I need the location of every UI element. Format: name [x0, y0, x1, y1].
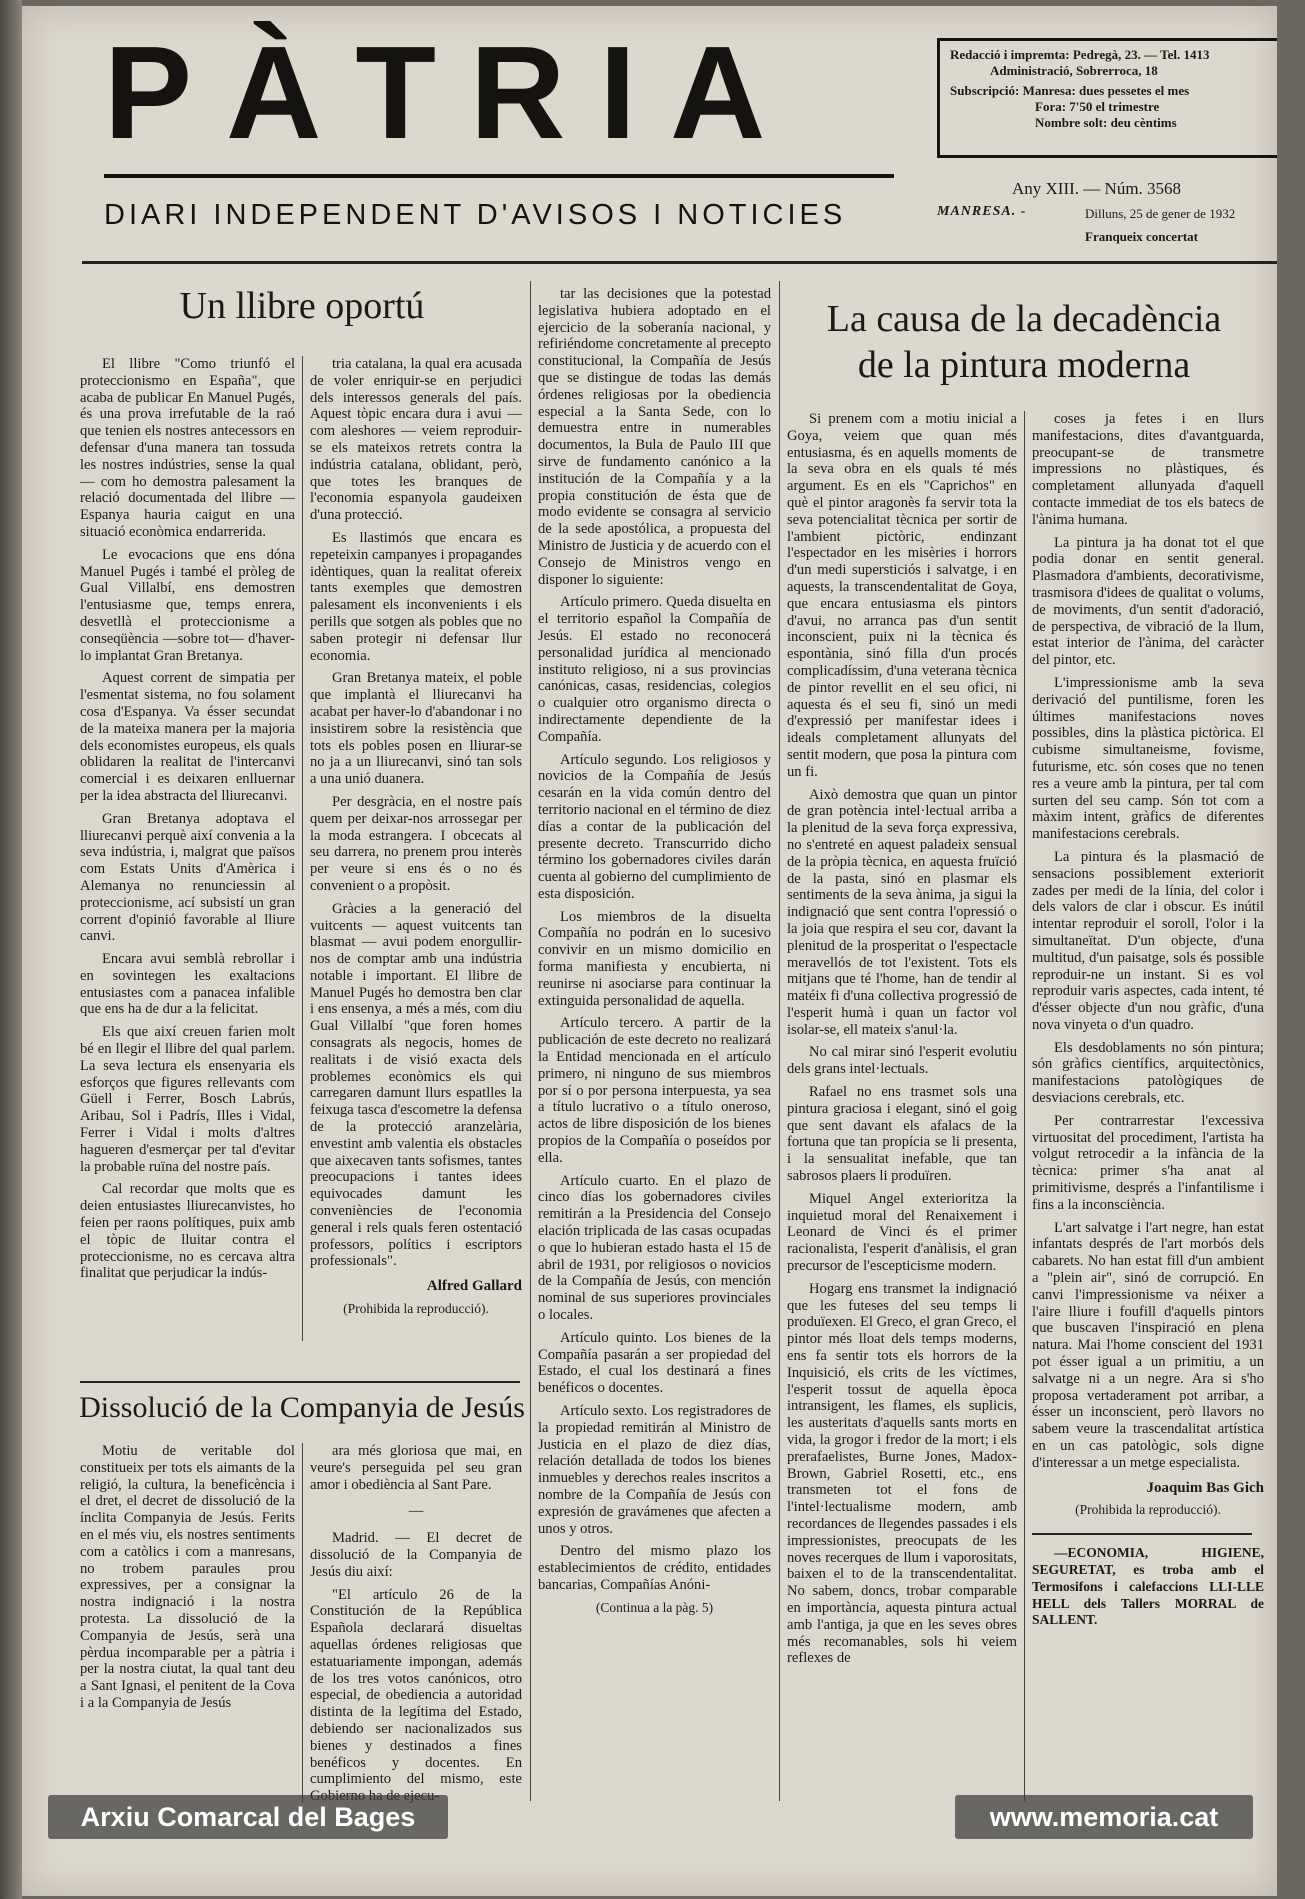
section-rule: [80, 1381, 520, 1383]
article-pintura-col-a: [787, 411, 1017, 1673]
paragraph: Per contrarrestar l'excessiva virtuositat del procediment, l'artista ha volgut retrocedir a la infància de la tècnica: primer s'ha anat al primitivisme, després a l'infantilisme i fins a la inconsciència.: [1032, 1112, 1264, 1213]
title-line: de la pintura moderna: [857, 344, 1191, 386]
paragraph: tria catalana, la qual era acusada de voler enriquir-se en perjudici dels interessos generals del país. Aquest tòpic encara dura i avui — com aleshores — veiem reproduir-se els mateixos retrets contra la indústria catalana, oblidant, però, que totes les branques de l'economia espanyola gaudeixen d'una protecció.: [310, 356, 522, 524]
postage-note: Franqueix concertat: [1085, 229, 1199, 244]
paragraph: Gran Bretanya adoptava el lliurecanvi perquè així convenia a la seva indústria, i, malgrat que països com Estats Units d'Amèrica i Alemanya no renunciessin al proteccionisme, ací subsistí un gran corrent d'opinió favorable al lliure canvi.: [80, 810, 295, 945]
watermark-archive: Arxiu Comarcal del Bages: [48, 1795, 448, 1839]
paragraph: Dentro del mismo plazo los establecimientos de crédito, entidades bancarias, Compañías Anóni-: [538, 1543, 771, 1593]
paragraph: L'impressionisme amb la seva derivació del puntilisme, foren les últimes manifestacions noves possibles, dins la plàstica pictòrica. El cubisme simultaneisme, fovisme, futurisme, etc. són coses que no tenen res a veure amb la pintura, per tal com surten del seu camp. Són tot com a màxim intent, gràfics de diferentes manifestacions cerebrals.: [1032, 674, 1264, 843]
article-dissolucio-col-b: [310, 1443, 522, 1811]
paragraph: Miquel Angel exterioritza la inquietud moral del Renaixement i Leonard de Vinci és el primer racionalista, l'esperit d'anàlisis, el gran precursor de l'escepticisme modern.: [787, 1190, 1017, 1275]
paragraph: Si prenem com a motiu inicial a Goya, veiem que quan més entusiasma, és en aquells moments de la seva obra en els quals té més argument. Es en els "Caprichos" en què el pintor aragonès fa servir tota la seva potencialitat tècnica per sortir de l'ambient pictòric, endinzant l'espectador en les misèries i horrors d'un medi supersticiós i salvatge, i en aquests, la transcendentalitat de Goya, que encara entusiasma els pintors d'avui, no arranca pas d'un sentit inconscient, puix ni la tècnica és espontània, sinó filla d'un procés complicadíssim, d'una veterana tècnica de pintor revellit en el seu ofici, ni aquesta és el seu fi, sinó un medi d'expressió per manifestar idees i ideals completament allunyats del sentit modern, que posa la pintura com un fi.: [787, 411, 1017, 780]
column-rule: [302, 356, 303, 1341]
column-rule: [302, 1443, 303, 1803]
paragraph: L'art salvatge i l'art negre, han estat infantats després de l'art morbós dels cabarets. No han estat fill d'un ambient a "plein air", sinó de corrupció. En canvi l'impressionisme va néixer a l'aire lliure i foufill d'aquells pintors que buscaven l'inspiració en plena natura. Mai l'home conscient del 1931 pot ésser igual a un primitiu, a un salvatge ni a un negre. Ara si s'ho proposa vertaderament pot arribar, a ésser un inconscient, però llavors no sabem veure la trascendalitat artística en un cas patològic, sols digne d'interessar a un metge especialista.: [1032, 1219, 1264, 1471]
article-title-dissolucio: Dissolució de la Companyia de Jesús: [79, 1391, 525, 1424]
paragraph: Els que així creuen farien molt bé en llegir el llibre del qual parlem. La seva lectura els ensenyaria els esforços que figures rellevants com Güell i Ferrer, Bosch Labrús, Aribau, Sol i Padrís, Illes i Vidal, Ferrer i Vidal i molts d'altres hagueren d'esmerçar per tal d'evitar la probable ruïna del nostre país.: [80, 1024, 295, 1175]
paragraph: Es llastimós que encara es repeteixin campanyes i propagandes idèntiques, quan la realitat ofereix tants exemples que demostren palesament els inconvenients i els perills que sotgen als pobles que no saben protegir ni defensar llur economia.: [310, 529, 522, 664]
column-rule: [1024, 411, 1025, 1801]
paragraph: Encara avui semblà rebrollar i en sovintegen les exaltacions entusiastes com a panacea infalible que ens ha de dur a la felicitat.: [80, 951, 295, 1018]
info-box: [937, 38, 1277, 158]
info-line: Fora: 7'50 el trimestre: [1035, 99, 1160, 114]
header-rule: [82, 261, 1277, 264]
newspaper-subtitle: DIARI INDEPENDENT D'AVISOS I NOTICIES: [104, 199, 847, 231]
article-dissolucio-col-a: [80, 1443, 295, 1718]
paragraph: El llibre "Como triunfó el proteccionismo en España", que acaba de publicar En Manuel Pugés, és una prova irrefutable de la raó que tenien els nostres antecessors en defensar d'una manera tan tossuda les nostres indústries, sense la qual — com ho demostra palesament la relació documentada del llibre — Espanya hauria caigut en una situació econòmica endarrerida.: [80, 356, 295, 540]
reproduction-note: (Prohibida la reproducció).: [1075, 1502, 1221, 1518]
signature-llibre: Alfred Gallard: [426, 1278, 522, 1295]
newspaper-title: PÀTRIA: [104, 19, 800, 166]
paragraph: Això demostra que quan un pintor de gran potència intel·lectual arriba a la plenitud de la seva força expressiva, no s'entreté en aquest paladeix sensual de la pròpia tècnica, en aquesta fruïció de la pasta, sinó en plasmar els sentiments de la seva ànima, ja sigui la indignació que sent contra l'opressió o la joia que respira el seu cor, davant la plenitud de la prosperitat o l'espectacle meravellós de tot l'existent. Tots els mitjans que té l'home, han de tendir al matéix fi d'una collectiva progressió de l'esperit humà i quan un factor vol isolar-se, ell mateix s'anul·la.: [787, 786, 1017, 1038]
issue-date: Dilluns, 25 de gener de 1932: [1085, 206, 1236, 221]
paragraph: Rafael no ens trasmet sols una pintura graciosa i elegant, sinó el goig que sent davant els afalacs de la fortuna que tan propícia se li presenta, i la sensualitat inefable, que tan sabrosos plaers li produïren.: [787, 1084, 1017, 1185]
info-line: Redacció i impremta: Pedregà, 23. — Tel. 1413: [950, 47, 1210, 62]
paragraph: Cal recordar que molts que es deien entusiastes lliurecanvistes, ho feien per raons polítiques, puix amb el tòpic de lluitar contra el proteccionisme, no es cercava altra finalitat que perjudicar la indús-: [80, 1181, 295, 1282]
title-rule: [104, 174, 894, 178]
paragraph: Els desdoblaments no són pintura; són gràfics científics, arquitectònics, manifestacions patològiques de desviacions cerebrals, etc.: [1032, 1039, 1264, 1107]
book-spine: [0, 0, 22, 1899]
newspaper-page: [22, 6, 1277, 1896]
paragraph: Artículo primero. Queda disuelta en el territorio español la Compañía de Jesús. El estado no reconocerá personalidad jurídica al mencionado instituto religioso, ni a sus provincias canónicas, casas, residencias, colegios o cualquier otro organismo directa o indirectamente dependiente de la Compañía.: [538, 594, 771, 745]
separator: —: [408, 1503, 424, 1520]
paragraph: Gran Bretanya mateix, el poble que implantà el lliurecanvi ha acabat per haver-lo d'abandonar i no insistirem sobre la resistència que tots els pobles posen en lliurar-se no ja a un lliurecanvi, sinó tan sols a una unió duanera.: [310, 670, 522, 788]
article-llibre-col-a: [80, 356, 295, 1288]
paragraph: "El artículo 26 de la Constitución de la República Española declarará disueltas aquellas órdenes religiosas que estatuariamente impongan, además de los tres votos canónicos, otro especial, de obediencia a autoridad distinta de la legítima del Estado, debiendo ser nacionalizados sus bienes y destinados a fines benéficos y docentes. En cumplimiento del mismo, este: [310, 1586, 522, 1788]
paragraph: No cal mirar sinó l'esperit evolutiu dels grans intel·lectuals.: [787, 1044, 1017, 1078]
paragraph: tar las decisiones que la potestad legislativa hubiera adoptado en el ejercicio de la soberanía nacional, y refiriéndome concretamente al precepto constitucional, la Compañía de Jesús que se distingue de todas las demás órdenes religiosas por la obediencia especial a la Santa Sede, con lo demuestra entre in numerables documentos, la Bula de Paulo III que sirve de fundamento canónico a la institución de la Compañía y a la propia constitución de ésta que de modo evidente se consagra al servicio de la sede apostólica, a propuesta del Ministro de Justicia y de acuerdo con el Consejo de Ministros vengo en disponer lo siguiente:: [538, 286, 771, 588]
article-llibre-col-b: [310, 356, 522, 1318]
article-pintura-col-b: [1032, 411, 1264, 1635]
paragraph: Artículo cuarto. En el plazo de cinco días los gobernadores civiles remitirán a la Presidencia del Consejo elación triplicada de las casas ocupadas o que lo hubieran estado hasta el 15 de abril de 1931, por religiosos o novicios de la Compañía de Jesús, con mención nominal de sus superiores provinciales o locales.: [538, 1172, 771, 1324]
city: MANRESA. -: [937, 204, 1027, 219]
info-line: Nombre solt: deu cèntims: [1035, 115, 1177, 130]
article-dissolucio-col-c: [538, 286, 771, 1617]
article-title-llibre: Un llibre oportú: [179, 285, 425, 327]
paragraph: coses ja fetes i en llurs manifestacions, dites d'avantguarda, preocupant-se de transmetre impressions no plàstiques, és completament allunyada d'aquell contacte immediat de tos els batecs de l'ànima humana.: [1032, 411, 1264, 528]
title-line: La causa de la decadència: [826, 298, 1222, 340]
masthead: [82, 19, 1277, 259]
paragraph: Per desgràcia, en el nostre país quem per deixar-nos arrossegar per la moda estrangera. I obcecats al seu darrera, no prenem prou interès per veure si ens és o no és convenient o a propòsit.: [310, 793, 522, 894]
paragraph: Artículo quinto. Los bienes de la Compañía pasarán a ser propiedad del Estado, el cual los destinará a fines benéficos o docentes.: [538, 1329, 771, 1397]
paragraph: Aquest corrent de simpatia per l'esmentat sistema, no fou solament cosa d'Espanya. Va ésser secundat de la mateixa manera per la majoria dels economistes europeus, els quals oblidaren la realitat de l'intercanvi comercial i es deixaren enlluernar per la idea abstracta del lliurecanvi.: [80, 670, 295, 804]
paragraph: ara més gloriosa que mai, en veure's perseguida pel seu gran amor i obediència al Sant Pare.: [310, 1443, 522, 1493]
paragraph: Motiu de veritable dol constitueix per tots els aimants de la religió, la cultura, la beneficència i el dret, el decret de dissolució de la ínclita Companyia de Jesús. Ferits en el més viu, els nostres sentiments com a catòlics i com a manresans, no trobem paraules prou expressives, per a consignar la nostra indignació i la nostra protesta. La dissolució de la Companyia de Jesús, serà una pèrdua incomparable per a pàtria i per la nostra ciutat, la qual tant deu a Sant Ignasi, el penitent de la Cova i a la Companyia de Jesús: [80, 1443, 295, 1711]
paragraph: Artículo segundo. Los religiosos y novicios de la Compañía de Jesús cesarán en la vida común dentro del territorio nacional en el término de diez días a contar de la publicación del presente decreto. Transcurrido dicho término los gobernadores civiles darán cuenta al gobierno del cumplimiento de esta disposición.: [538, 751, 771, 902]
column-rule: [779, 281, 780, 1801]
ad-rule: [1032, 1533, 1252, 1535]
paragraph: Hogarg ens transmet la indignació que les futeses del seu temps li produïexen. El Greco, el gran Greco, el pintor més lloat dels temps moderns, ens fa sentir tots els horrors de la Inquisició, els crits de les víctimes, l'esperit tossut de aquella època intransigent, les flames, els suplicis, les austeritats d'aquells sants morts en vida, la grogor i fredor de la mort; i els prerafaelistes, Burne Jones, Madox-Brown, Gabriel Rosetti, etc., ens transmeten tot el fons de l'intel·lectualisme modern, amb recordances de llegendes passades i els impressionistes, preocupats de les noves recerques de llum i vaporositats, baixen el to de la transcendentalitat. No sabem, doncs, trobar comparable en importància, aquesta pintura actual amb l'antiga, ja que en les seves obres més recomanables, sols hi veiem reflexes de: [787, 1280, 1017, 1667]
paragraph: La pintura és la plasmació de sensacions possiblement exteriorit zades per medi de la línia, del color i dels valors de clar i obscur. Es inútil intentar reproduir el soroll, l'olor i la simultaneïtat. D'un objecte, d'una multitud, d'un paisatge, sols és possible reproduir-ne un instant. Si es vol reproduir varis aspectes, cada intent, té d'ésser objecte d'un nou gràfic, d'una nova vinyeta o d'un quadro.: [1032, 848, 1264, 1033]
continue-note: (Continua a la pàg. 5): [595, 1599, 714, 1615]
paragraph: Le evocacions que ens dóna Manuel Pugés i també el pròleg de Gual Villalbí, ens demostren l'entusiasme que, temps enrera, desvetllà el proteccionisme a conseqüència —sobre tot— d'haver-lo implantat Gran Bretanya.: [80, 546, 295, 664]
article-title-pintura: [784, 296, 1264, 388]
info-line: Administració, Sobrerroca, 18: [990, 63, 1158, 78]
paragraph: Madrid. — El decret de dissolució de la Companyia de Jesús diu així:: [310, 1530, 522, 1580]
paragraph: Artículo sexto. Los registradores de la propiedad remitirán al Ministro de Justicia en el plazo de diez días, relación detallada de todos los bienes inmuebles y derechos reales inscritos a nombre de la Compañía de Jesús con expresión de gravámenes que afecten a unos y otros.: [538, 1403, 771, 1537]
paragraph: Los miembros de la disuelta Compañía no podrán en lo sucesivo convivir en un mismo domicilio en forma manifiesta y encubierta, ni reunirse ni asociarse para continuar la extinguida personalidad de aquella.: [538, 908, 771, 1009]
watermark-url: www.memoria.cat: [955, 1795, 1253, 1839]
column-rule: [530, 281, 531, 1801]
advertisement: —ECONOMIA, HIGIENE, SEGURETAT, es troba amb el Termosifons i calefaccions LLI-LLE HELL dels Tallers MORRAL de SALLENT.: [1032, 1545, 1264, 1628]
paragraph: La pintura ja ha donat tot el que podia donar en sentit general. Plasmadora d'ambients, decorativisme, trasmisora d'idees de qualitat o volums, de moviments, d'un sentit d'adoració, de perspectiva, de vibració de la llum, estat interior de l'ànima, del caràcter del pintor, etc.: [1032, 534, 1264, 669]
paragraph: Artículo tercero. A partir de la publicación de este decreto no realizará la Entidad mencionada en el artículo primero, ni ninguno de sus miembros por sí o por persona interpuesta, ya sea a título lucrativo o a título oneroso, actos de libre disposición de los bienes propios de la Compañía o poseídos por ella.: [538, 1015, 771, 1166]
issue-number: Any XIII. — Núm. 3568: [1012, 179, 1182, 198]
reproduction-note: (Prohibida la reproducció).: [343, 1301, 489, 1317]
signature-pintura: Joaquim Bas Gich: [1146, 1479, 1264, 1496]
paragraph: Gràcies a la generació del vuitcents — aquest vuitcents tan blasmat — avui podem enorgullir-nos de comptar amb una indústria notable i important. El llibre de Manuel Pugés ho demostra ben clar i ens ensenya, a més a més, com diu Gual Villalbí "que foren homes consagrats als negocis, homes de realitats i de visió exacta dels problemes econòmics els qui carregaren damunt llurs espatlles la feixuga tasca d'escometre la defensa de la protecció aranzelària, envestint amb valentia els obstacles que aixecaven tants sofismes, tantes preocupacions i tantes idees equivocades damunt les conveniències de l'economia general i rels quals feren ostentació professors, polítics i escriptors professionals".: [310, 900, 522, 1270]
info-line: Subscripció: Manresa: dues pessetes el mes: [950, 83, 1190, 98]
